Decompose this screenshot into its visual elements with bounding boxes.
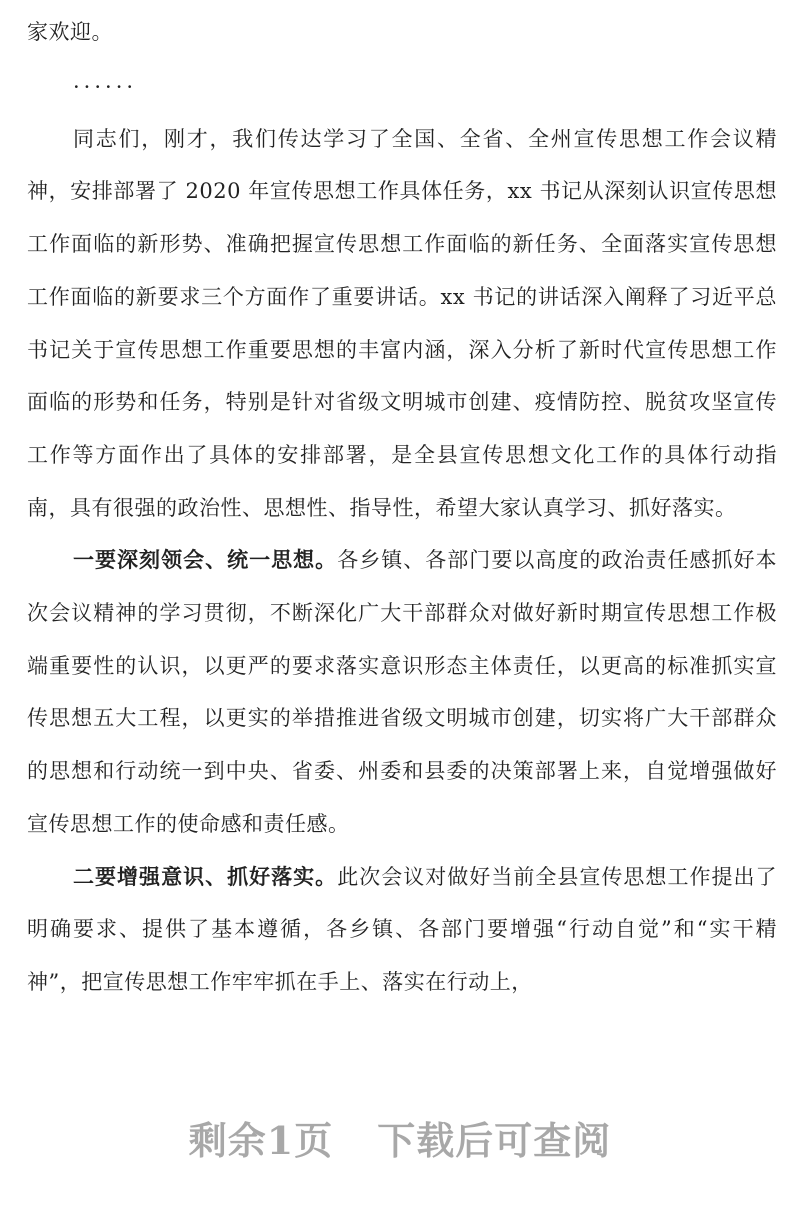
- ellipsis-text: ······: [73, 74, 138, 99]
- paragraph-text: 家欢迎。: [27, 20, 113, 44]
- paragraph-text: 同志们，刚才，我们传达学习了全国、全省、全州宣传思想工作会议精神，安排部署了 2020 年宣传思想工作具体任务，xx 书记从深刻认识宣传思想工作面临的新形势、准确把握宣传思想工作面临的新任务、全面落实宣传思想工作面临的新要求三个方面作了重要讲话。xx 书记的讲话深入阐释了习近平总书记关于宣传思想工作重要思想的丰富内涵，深入分析了新时代宣传思想工作面临的形势和任务，特别是针对省级文明城市创建、疫情防控、脱贫攻坚宣传工作等方面作出了具体的安排部署，是全县宣传思想文化工作的具体行动指南，具有很强的政治性、思想性、指导性，希望大家认真学习、抓好落实。: [27, 126, 777, 520]
- ellipsis-separator: [27, 67, 777, 107]
- paragraph-heading: 一要深刻领会、统一思想。: [73, 547, 338, 573]
- paragraph-point-one: [27, 534, 777, 850]
- paragraph-text: 各乡镇、各部门要以高度的政治责任感抓好本次会议精神的学习贯彻，不断深化广大干部群众对做好新时期宣传思想工作极端重要性的认识，以更严的要求落实意识形态主体责任，以更高的标准抓实宣传思想五大工程，以更实的举措推进省级文明城市创建，切实将广大干部群众的思想和行动统一到中央、省委、州委和县委的决策部署上来，自觉增强做好宣传思想工作的使命感和责任感。: [27, 548, 778, 836]
- paragraph-text: 此次会议对做好当前全县宣传思想工作提出了明确要求、提供了基本遵循，各乡镇、各部门要增强“行动自觉”和“实干精神”，把宣传思想工作牢牢抓在手上、落实在行动上，: [27, 864, 778, 994]
- remaining-pages-label: 剩余1页: [188, 1118, 334, 1163]
- paragraph-continuation: [27, 6, 777, 59]
- document-body: [27, 6, 777, 1009]
- paragraph-point-two: [27, 851, 777, 1009]
- download-prompt-banner[interactable]: [0, 1110, 800, 1165]
- paragraph-heading: 二要增强意识、抓好落实。: [73, 863, 338, 889]
- paragraph-speech-intro: [27, 113, 777, 535]
- download-to-view-label: 下载后可查阅: [377, 1118, 612, 1163]
